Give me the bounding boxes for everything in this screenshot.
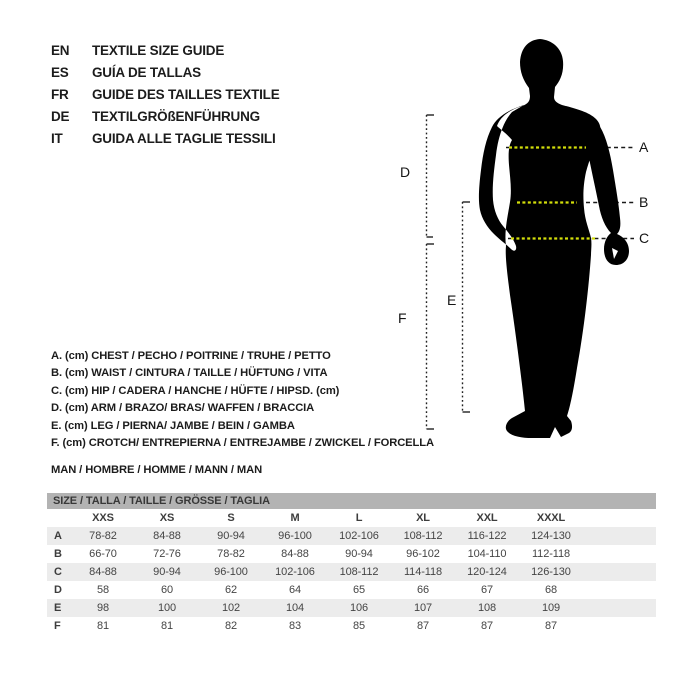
figure-label-b: B [639, 194, 649, 210]
column-header: L [355, 512, 363, 524]
row-label: D [54, 584, 62, 596]
table-cell: 108-112 [339, 566, 379, 578]
figure-label-d: D [400, 164, 411, 180]
column-header: XXXL [536, 512, 566, 524]
table-corner-cell [47, 509, 71, 527]
language-title: TEXTILE SIZE GUIDE [92, 43, 225, 58]
table-cell: 64 [288, 584, 302, 596]
column-header: XS [159, 512, 175, 524]
table-cell: 104-110 [467, 548, 507, 560]
table-cell: 108 [477, 602, 497, 614]
language-title: GUIDA ALLE TAGLIE TESSILI [92, 131, 276, 146]
measurement-legend-row: E. (cm) LEG / PIERNA/ JAMBE / BEIN / GAMBA [51, 419, 295, 432]
table-cell: 83 [288, 620, 302, 632]
figure-label-e: E [447, 292, 457, 308]
table-row [47, 617, 656, 635]
language-title: GUIDE DES TAILLES TEXTILE [92, 87, 280, 102]
row-label: C [54, 566, 62, 578]
table-cell: 78-82 [217, 548, 245, 560]
table-cell: 120-124 [467, 566, 507, 578]
language-title: TEXTILGRÖßENFÜHRUNG [92, 109, 260, 124]
table-row [47, 527, 656, 545]
table-cell: 96-100 [214, 566, 248, 578]
subject-line: MAN / HOMBRE / HOMME / MANN / MAN [51, 464, 263, 476]
size-table [47, 493, 656, 635]
table-cell: 60 [160, 584, 174, 596]
table-cell: 87 [480, 620, 494, 632]
column-header: S [227, 512, 235, 524]
table-row [47, 581, 656, 599]
language-title: GUÍA DE TALLAS [92, 65, 201, 80]
table-cell: 65 [352, 584, 366, 596]
table-cell: 102 [221, 602, 241, 614]
row-label: B [54, 548, 62, 560]
figure-label-f: F [398, 310, 407, 326]
measurement-legend-row: D. (cm) ARM / BRAZO/ BRAS/ WAFFEN / BRACCIA [51, 402, 315, 415]
table-cell: 67 [480, 584, 494, 596]
table-cell: 112-118 [531, 548, 571, 560]
measurement-legend-row: F. (cm) CROTCH/ ENTREPIERNA / ENTREJAMBE / ZWICKEL / FORCELLA [51, 437, 434, 450]
table-cell: 90-94 [345, 548, 373, 560]
language-code: EN [51, 43, 70, 58]
table-row [47, 599, 656, 617]
table-cell: 82 [224, 620, 238, 632]
measurement-legend-row: A. (cm) CHEST / PECHO / POITRINE / TRUHE / PETTO [51, 350, 331, 362]
table-cell: 116-122 [467, 530, 507, 542]
table-cell: 96-100 [278, 530, 312, 542]
column-header: XXL [476, 512, 498, 524]
table-cell: 85 [352, 620, 366, 632]
row-label: A [54, 530, 62, 542]
table-row [47, 563, 656, 581]
table-cell: 90-94 [217, 530, 245, 542]
table-cell: 66 [416, 584, 430, 596]
table-row [47, 545, 656, 563]
measurement-legend-row: C. (cm) HIP / CADERA / HANCHE / HÜFTE / HIPSD. (cm) [51, 384, 340, 397]
table-cell: 84-88 [153, 530, 181, 542]
table-cell: 58 [96, 584, 110, 596]
table-cell: 81 [160, 620, 174, 632]
row-label: E [54, 602, 62, 614]
table-cell: 90-94 [153, 566, 181, 578]
table-title-bar: SIZE / TALLA / TAILLE / GRÖSSE / TAGLIA [47, 493, 656, 509]
figure-label-c: C [639, 230, 650, 246]
table-cell: 102-106 [339, 530, 379, 542]
language-code: DE [51, 109, 70, 124]
language-code: FR [51, 87, 69, 102]
man-silhouette [479, 39, 629, 438]
table-cell: 68 [544, 584, 558, 596]
table-cell: 81 [96, 620, 110, 632]
table-cell: 102-106 [275, 566, 315, 578]
table-cell: 108-112 [403, 530, 443, 542]
column-header: XL [416, 512, 430, 524]
row-label: F [54, 620, 61, 632]
table-cell: 100 [157, 602, 177, 614]
table-cell: 66-70 [89, 548, 117, 560]
table-cell: 87 [416, 620, 430, 632]
table-cell: 84-88 [89, 566, 117, 578]
table-cell: 87 [544, 620, 558, 632]
table-body [47, 527, 656, 635]
table-cell: 107 [413, 602, 433, 614]
table-cell: 84-88 [281, 548, 309, 560]
table-cell: 114-118 [403, 566, 443, 578]
table-cell: 98 [96, 602, 110, 614]
measurement-legend [51, 348, 434, 452]
figure-label-a: A [639, 139, 649, 155]
table-cell: 62 [224, 584, 238, 596]
column-header: M [290, 512, 300, 524]
table-cell: 96-102 [406, 548, 440, 560]
table-cell: 126-130 [531, 566, 571, 578]
measurement-legend-row: B. (cm) WAIST / CINTURA / TAILLE / HÜFTUNG / VITA [51, 367, 328, 380]
language-code: ES [51, 65, 69, 80]
column-header: XXS [92, 512, 114, 524]
table-cell: 124-130 [531, 530, 571, 542]
table-cell: 109 [541, 602, 561, 614]
table-cell: 78-82 [89, 530, 117, 542]
table-cell: 106 [349, 602, 369, 614]
table-cell: 72-76 [153, 548, 181, 560]
table-cell: 104 [285, 602, 305, 614]
language-code: IT [51, 131, 63, 146]
table-header-row [47, 509, 656, 527]
